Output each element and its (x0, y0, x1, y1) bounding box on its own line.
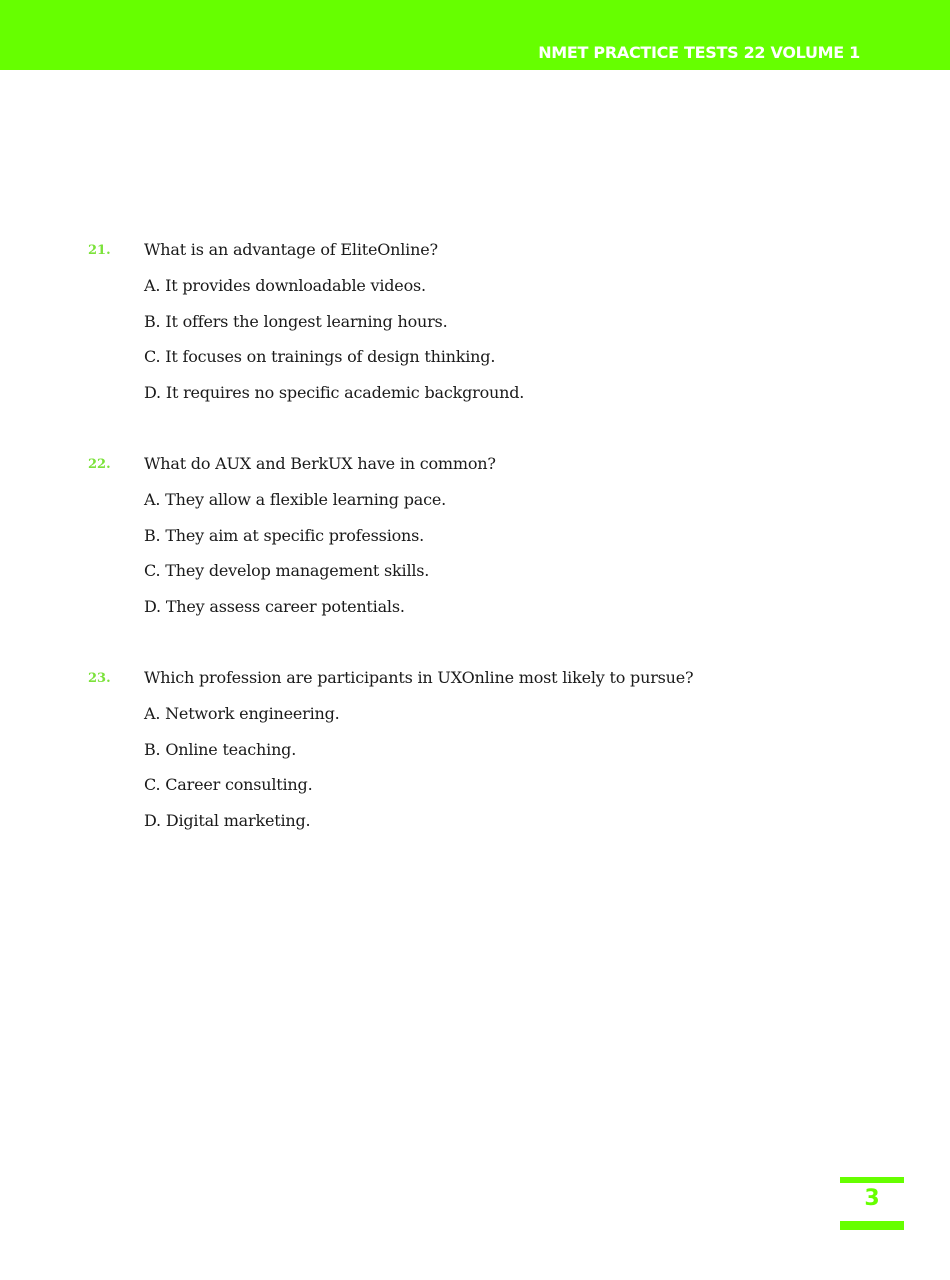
question-stem: Which profession are participants in UXOnline most likely to pursue? (144, 668, 694, 687)
page-number: 3 (864, 1186, 880, 1211)
page-number-rule-bottom (840, 1221, 904, 1230)
option-c: C. Career consulting. (144, 775, 313, 794)
option-b: B. It offers the longest learning hours. (144, 312, 448, 331)
question-stem: What is an advantage of EliteOnline? (144, 240, 438, 259)
question-number: 22. (88, 457, 111, 472)
header-title: NMET PRACTICE TESTS 22 VOLUME 1 (538, 43, 860, 62)
option-a: A. It provides downloadable videos. (144, 276, 426, 295)
question-number: 23. (88, 671, 111, 686)
option-c: C. It focuses on trainings of design thinking. (144, 347, 496, 366)
option-a: A. Network engineering. (144, 704, 340, 723)
option-b: B. They aim at specific professions. (144, 526, 425, 545)
question-number: 21. (88, 243, 111, 258)
page-number-rule-top (840, 1177, 904, 1183)
header-bar (0, 0, 950, 70)
option-d: D. It requires no specific academic background. (144, 383, 525, 402)
option-c: C. They develop management skills. (144, 561, 430, 580)
option-a: A. They allow a flexible learning pace. (144, 490, 446, 509)
option-b: B. Online teaching. (144, 740, 297, 759)
question-stem: What do AUX and BerkUX have in common? (144, 454, 496, 473)
page-number-box (840, 1177, 904, 1230)
option-d: D. Digital marketing. (144, 811, 311, 830)
option-d: D. They assess career potentials. (144, 597, 405, 616)
